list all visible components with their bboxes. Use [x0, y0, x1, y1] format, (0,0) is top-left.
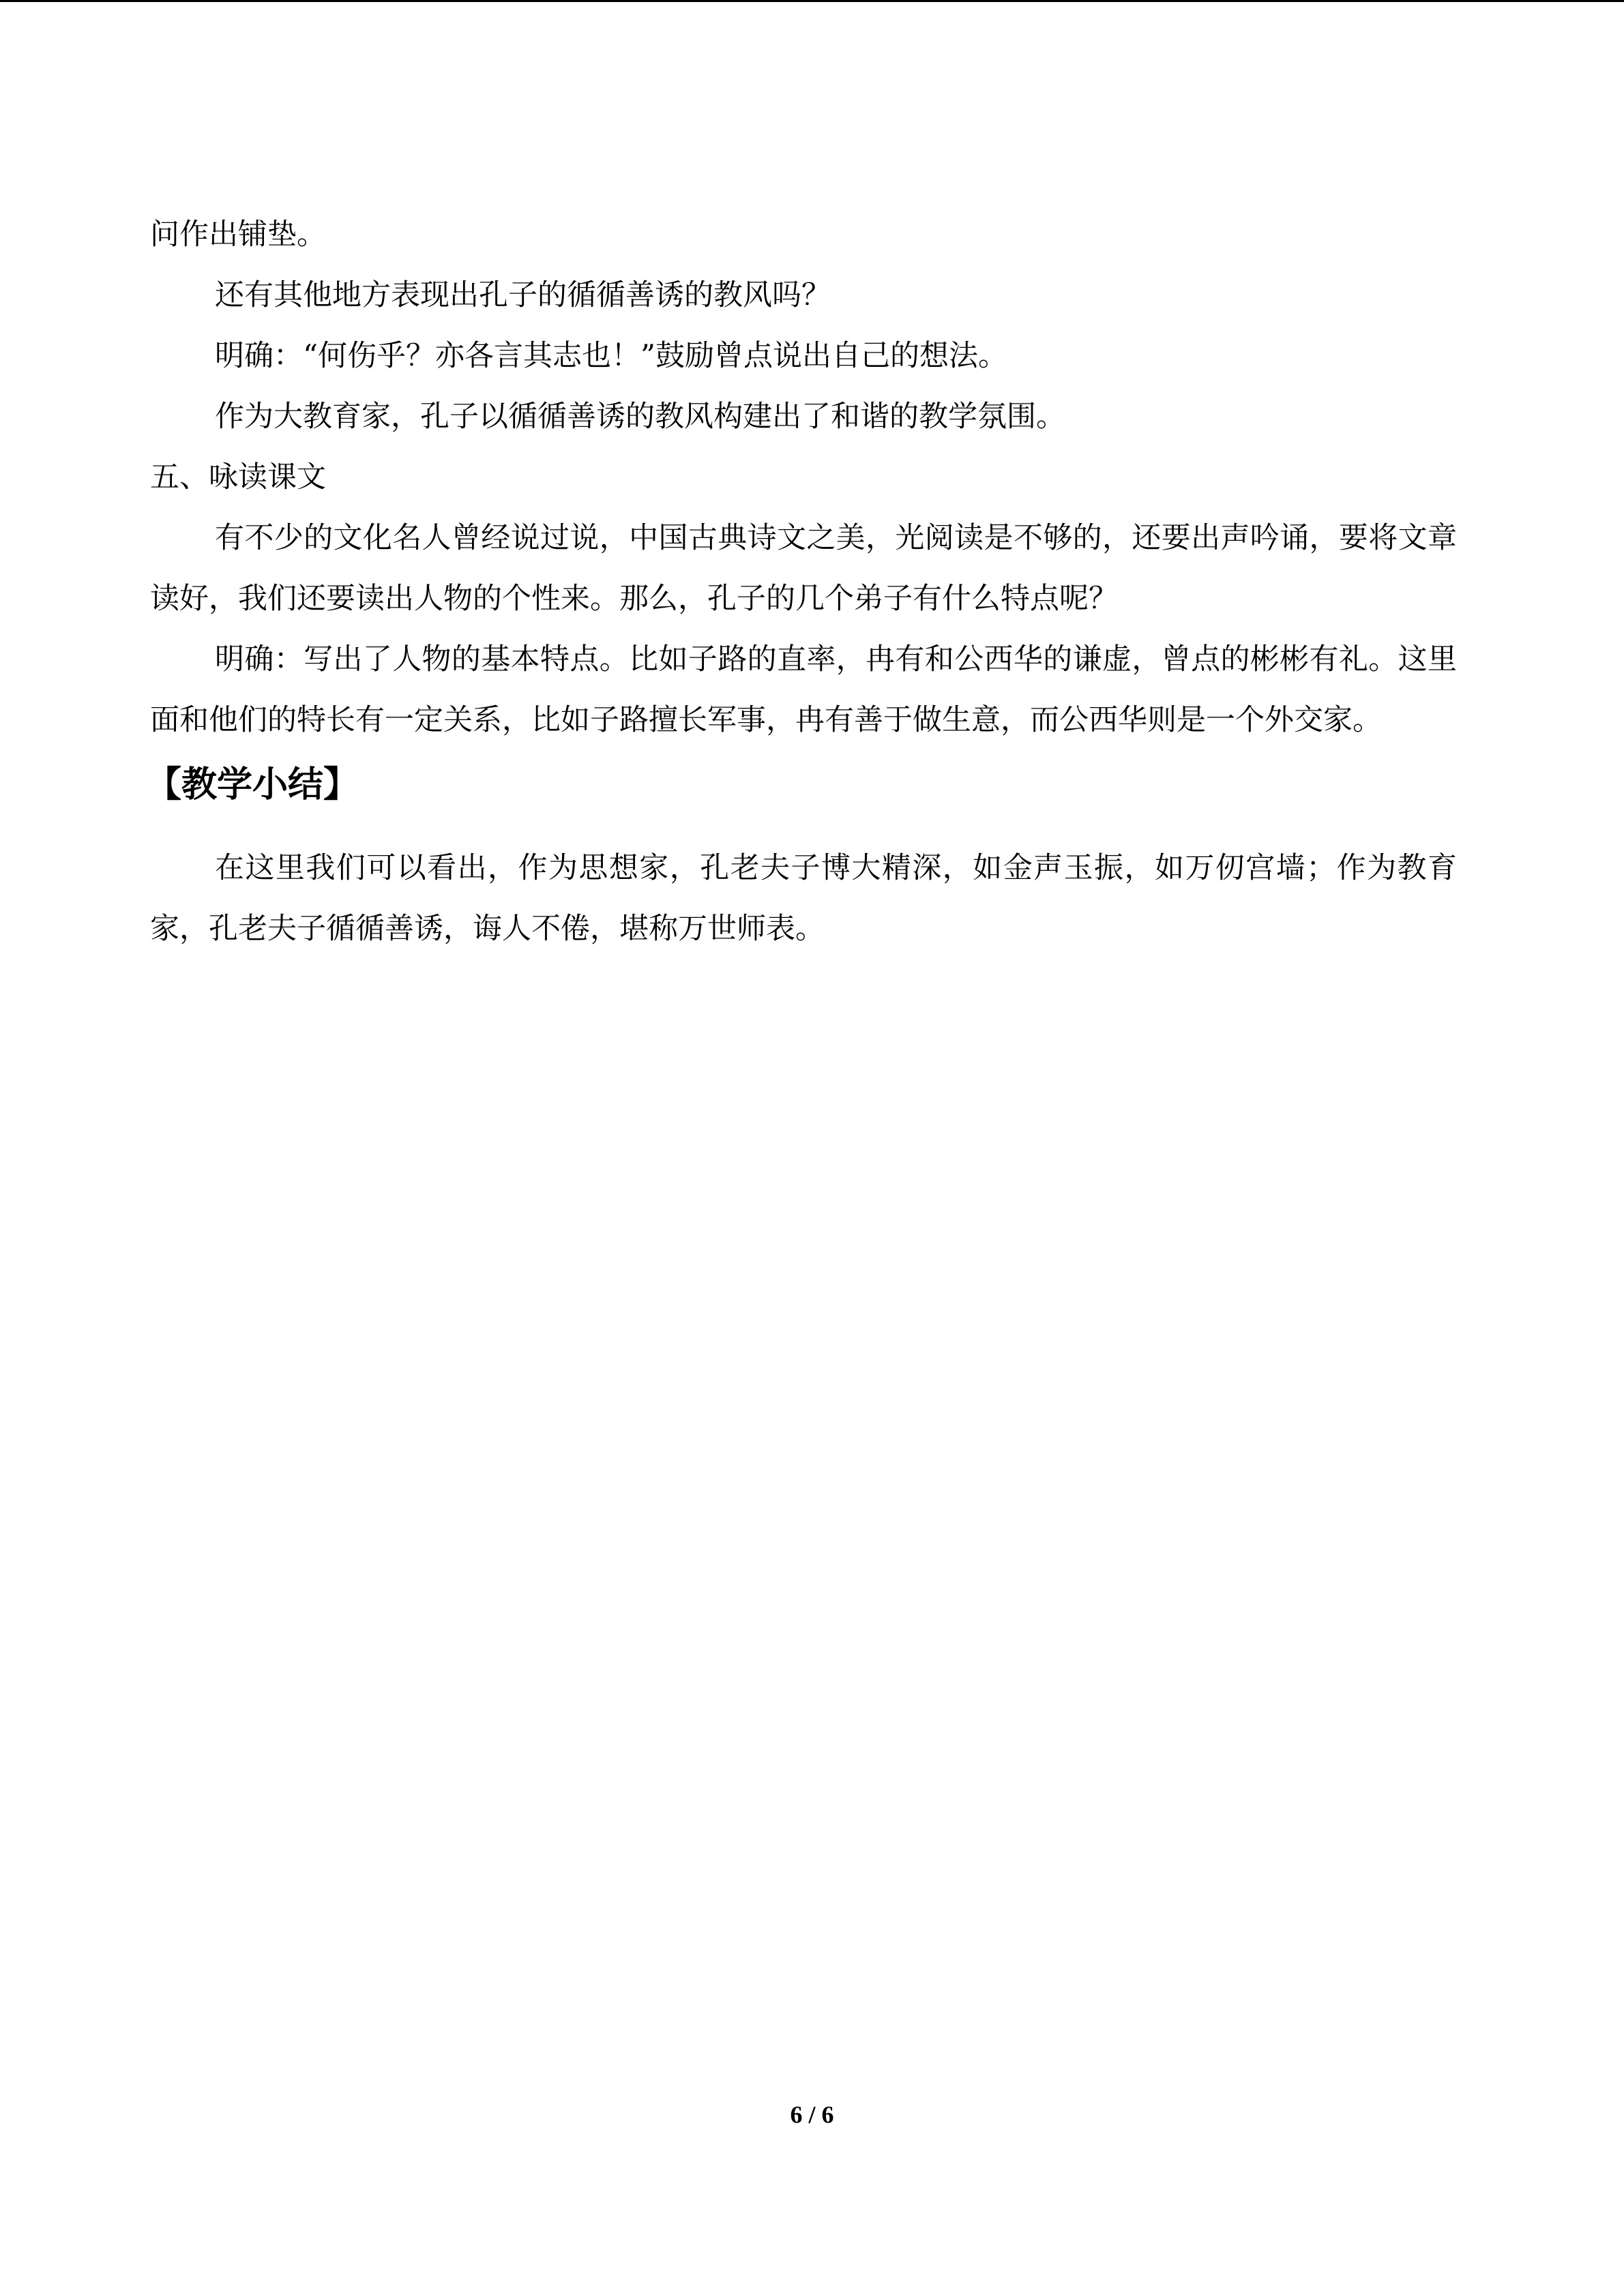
summary-paragraph: 在这里我们可以看出，作为思想家，孔老夫子博大精深，如金声玉振，如万仞宫墙；作为教育家，孔老夫子循循善诱，诲人不倦，堪称万世师表。: [150, 851, 1457, 946]
page-number: 6 / 6: [790, 2101, 834, 2128]
paragraph: 明确：“何伤乎？亦各言其志也！”鼓励曾点说出自己的想法。: [215, 339, 1007, 373]
top-border: [0, 0, 1624, 2]
paragraph: 有不少的文化名人曾经说过说，中国古典诗文之美，光阅读是不够的，还要出声吟诵，要将文章读好，我们还要读出人物的个性来。那么，孔子的几个弟子有什么特点呢？: [150, 521, 1457, 616]
document-page: [146, 205, 1457, 959]
paragraph: 明确：写出了人物的基本特点。比如子路的直率，冉有和公西华的谦虚，曾点的彬彬有礼。这里面和他们的特长有一定关系，比如子路擅长军事，冉有善于做生意，而公西华则是一个外交家。: [150, 642, 1457, 737]
section-heading-yongdu: 五、咏读课文: [150, 460, 326, 494]
paragraph: 还有其他地方表现出孔子的循循善诱的教风吗？: [215, 278, 831, 312]
paragraph: 作为大教育家，孔子以循循善诱的教风构建出了和谐的教学氛围。: [215, 400, 1065, 434]
summary-heading: 【教学小结】: [146, 764, 359, 805]
paragraph: 问作出铺垫。: [150, 218, 326, 252]
